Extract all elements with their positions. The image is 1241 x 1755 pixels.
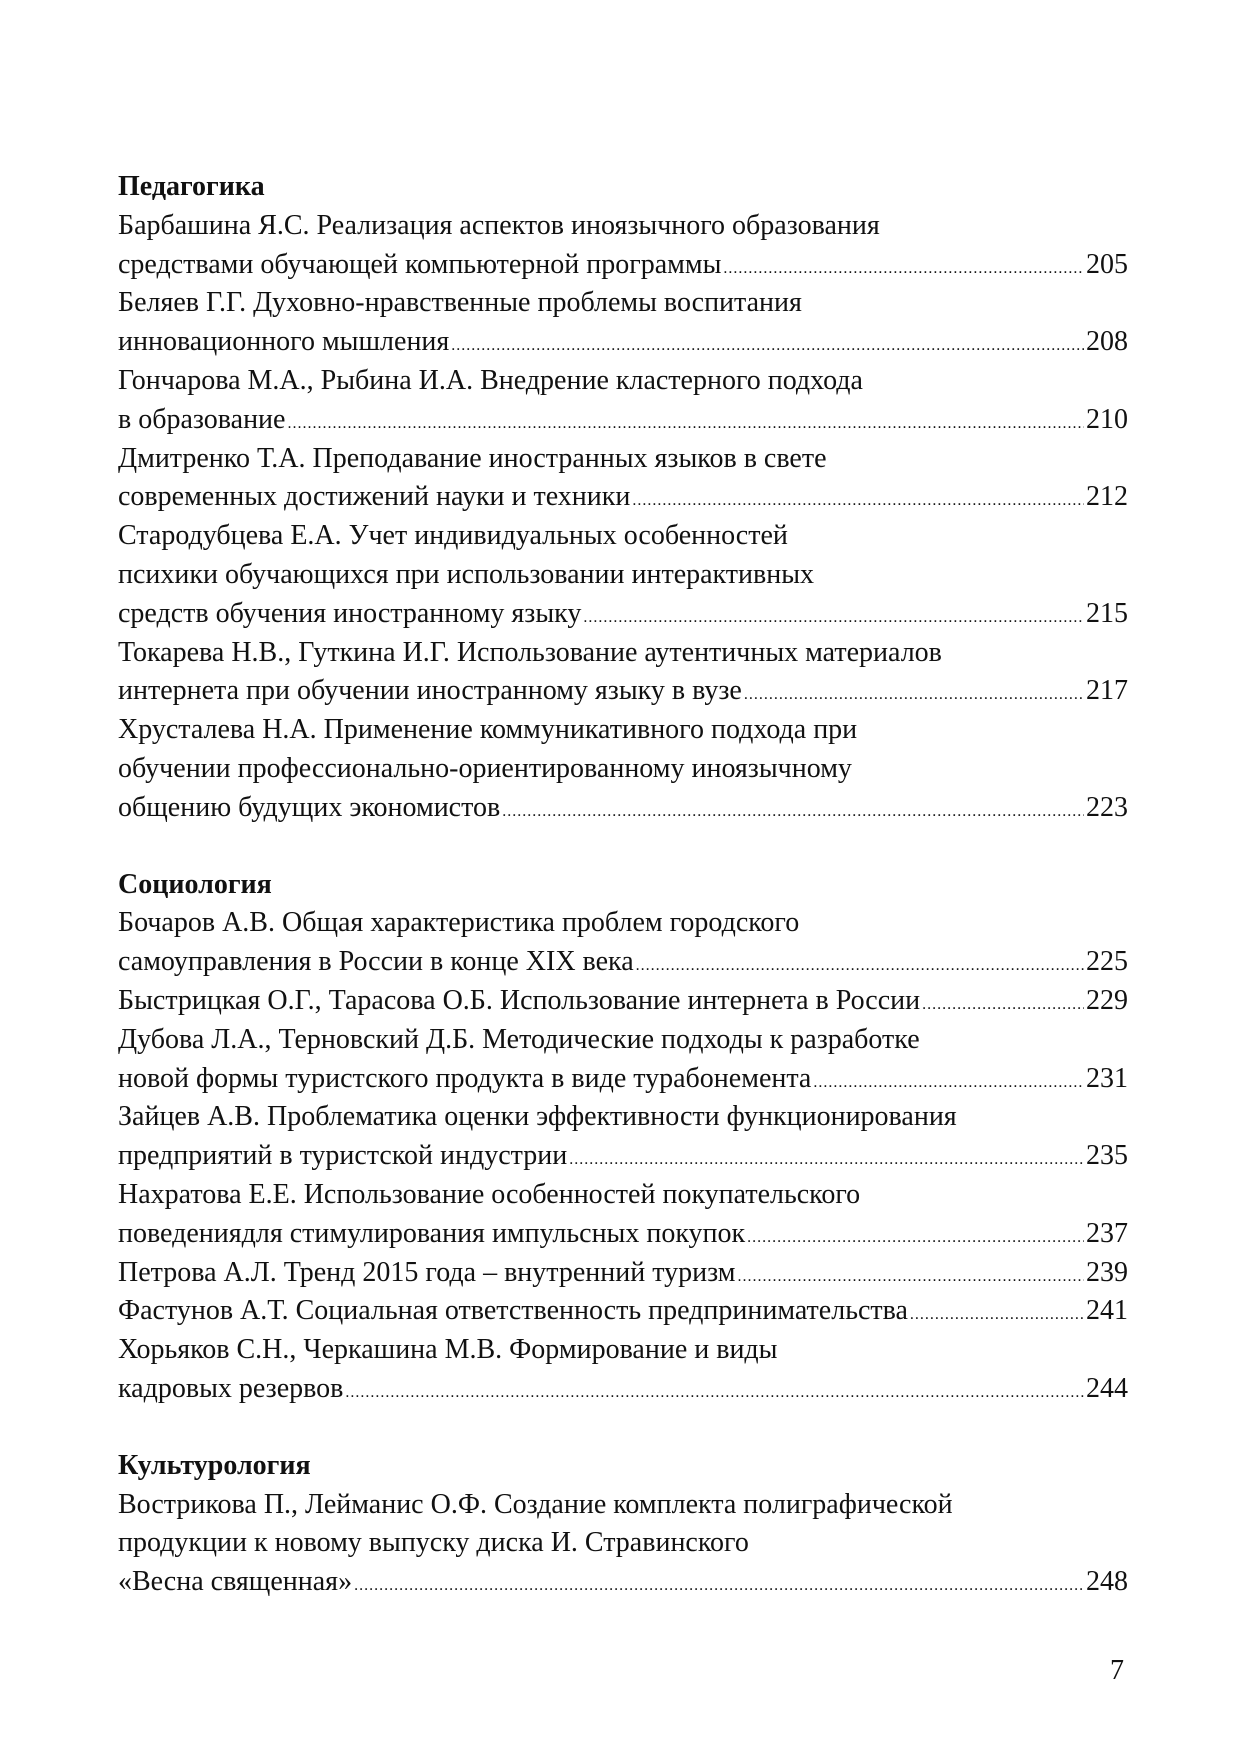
dot-leader: [569, 1137, 1084, 1180]
toc-entry-last-line: [118, 1370, 1128, 1409]
entry-text: современных достижений науки и техники: [118, 481, 631, 513]
toc-entry-last-line: [118, 1292, 1128, 1331]
entry-page-number: 223: [1086, 791, 1128, 823]
entry-text: кадровых резервов: [118, 1372, 344, 1404]
entry-text: общению будущих экономистов: [118, 791, 501, 823]
entry-text: Хрусталева Н.А. Применение коммуникативного подхода при: [118, 714, 858, 746]
entry-text: Дмитренко Т.А. Преподавание иностранных языков в свете: [118, 442, 827, 474]
dot-leader: [910, 1292, 1084, 1335]
entry-text: продукции к новому выпуску диска И. Стравинского: [118, 1527, 749, 1559]
section-title: Педагогика: [118, 171, 265, 202]
toc-entry: [118, 1292, 1128, 1331]
toc-entry-last-line: [118, 672, 1128, 711]
toc-entry-last-line: [118, 1060, 1128, 1099]
toc-entry-last-line: [118, 478, 1128, 517]
entry-page-number: 248: [1086, 1566, 1128, 1598]
toc-entry-last-line: [118, 323, 1128, 362]
entry-text: Токарева Н.В., Гуткина И.Г. Использование аутентичных материалов: [118, 636, 942, 668]
dot-leader: [747, 1215, 1084, 1258]
entry-text: Барбашина Я.С. Реализация аспектов иноязычного образования: [118, 209, 880, 241]
toc-entry: [118, 711, 1128, 827]
entry-page-number: 215: [1086, 597, 1128, 629]
toc-entry-last-line: [118, 1254, 1128, 1293]
toc-entry: [118, 362, 1128, 440]
dot-leader: [287, 401, 1084, 444]
dot-leader: [354, 1563, 1084, 1606]
entry-text: Дубова Л.А., Терновский Д.Б. Методические подходы к разработке: [118, 1023, 920, 1055]
dot-leader: [632, 478, 1084, 521]
entry-page-number: 208: [1086, 326, 1128, 358]
toc-section: [118, 168, 1128, 828]
entry-page-number: 212: [1086, 481, 1128, 513]
toc-entry: [118, 284, 1128, 362]
entry-text: в образование: [118, 403, 286, 435]
toc-entry: [118, 904, 1128, 982]
dot-leader: [922, 982, 1084, 1025]
entry-text: инновационного мышления: [118, 326, 450, 358]
entry-page-number: 231: [1086, 1062, 1128, 1094]
dot-leader: [345, 1370, 1084, 1413]
entry-text: Нахратова Е.Е. Использование особенностей покупательского: [118, 1178, 861, 1210]
toc-entry: [118, 634, 1128, 712]
section-title: Культурология: [118, 1449, 311, 1481]
toc-entry: [118, 982, 1128, 1021]
entry-page-number: 244: [1086, 1372, 1128, 1404]
dot-leader: [723, 246, 1084, 289]
entry-text: Гончарова М.А., Рыбина И.А. Внедрение кластерного подхода: [118, 364, 863, 396]
entry-page-number: 235: [1086, 1140, 1128, 1172]
toc-entry: [118, 1254, 1128, 1293]
entry-text: Беляев Г.Г. Духовно-нравственные проблемы воспитания: [118, 287, 802, 319]
entry-text: средств обучения иностранному языку: [118, 597, 582, 629]
toc-entry: [118, 1486, 1128, 1602]
dot-leader: [502, 789, 1084, 832]
toc-entry: [118, 517, 1128, 633]
toc-entry-last-line: [118, 1137, 1128, 1176]
entry-page-number: 237: [1086, 1217, 1128, 1249]
dot-leader: [744, 672, 1084, 715]
table-of-contents: [118, 168, 1128, 1640]
entry-page-number: 225: [1086, 946, 1128, 978]
entry-text: средствами обучающей компьютерной программы: [118, 248, 722, 280]
entry-text: Петрова А.Л. Тренд 2015 года – внутренний туризм: [118, 1256, 736, 1288]
toc-entry: [118, 207, 1128, 285]
entry-page-number: 239: [1086, 1256, 1128, 1288]
toc-section: [118, 866, 1128, 1409]
entry-text: поведениядля стимулирования импульсных покупок: [118, 1217, 746, 1249]
toc-entry: [118, 440, 1128, 518]
entry-text: «Весна священная»: [118, 1566, 353, 1598]
dot-leader: [813, 1060, 1084, 1103]
toc-entry-last-line: [118, 401, 1128, 440]
entry-page-number: 241: [1086, 1295, 1128, 1327]
toc-entry-last-line: [118, 1215, 1128, 1254]
toc-entry: [118, 1176, 1128, 1254]
dot-leader: [583, 595, 1084, 638]
entry-text: Зайцев А.В. Проблематика оценки эффективности функционирования: [118, 1101, 957, 1133]
entry-page-number: 210: [1086, 403, 1128, 435]
entry-text: самоуправления в России в конце XIX века: [118, 946, 634, 978]
dot-leader: [737, 1254, 1084, 1297]
toc-entry: [118, 1021, 1128, 1099]
entry-text: Быстрицкая О.Г., Тарасова О.Б. Использование интернета в России: [118, 984, 921, 1016]
entry-text: Хорьяков С.Н., Черкашина М.В. Формирование и виды: [118, 1334, 778, 1366]
entry-text: Вострикова П., Лейманис О.Ф. Создание комплекта полиграфической: [118, 1488, 953, 1520]
section-title: Социология: [118, 868, 272, 900]
toc-entry-last-line: [118, 789, 1128, 828]
toc-section: [118, 1447, 1128, 1602]
dot-leader: [636, 943, 1084, 986]
toc-entry-last-line: [118, 1563, 1128, 1602]
toc-entry-last-line: [118, 943, 1128, 982]
entry-text: интернета при обучении иностранному языку в вузе: [118, 675, 742, 707]
entry-text: обучении профессионально-ориентированному иноязычному: [118, 752, 852, 784]
page-number: 7: [1110, 1655, 1124, 1686]
toc-entry: [118, 1098, 1128, 1176]
entry-page-number: 205: [1086, 248, 1128, 280]
toc-entry-last-line: [118, 246, 1128, 285]
dot-leader: [451, 323, 1084, 366]
entry-text: психики обучающихся при использовании интерактивных: [118, 558, 815, 590]
entry-text: Бочаров А.В. Общая характеристика проблем городского: [118, 907, 800, 939]
entry-text: Фастунов А.Т. Социальная ответственность предпринимательства: [118, 1295, 908, 1327]
entry-page-number: 217: [1086, 675, 1128, 707]
entry-text: Стародубцева Е.А. Учет индивидуальных особенностей: [118, 520, 788, 552]
toc-entry-last-line: [118, 982, 1128, 1021]
entry-page-number: 229: [1086, 984, 1128, 1016]
toc-entry: [118, 1331, 1128, 1409]
toc-entry-last-line: [118, 595, 1128, 634]
entry-text: предприятий в туристской индустрии: [118, 1140, 568, 1172]
entry-text: новой формы туристского продукта в виде турабонемента: [118, 1062, 812, 1094]
